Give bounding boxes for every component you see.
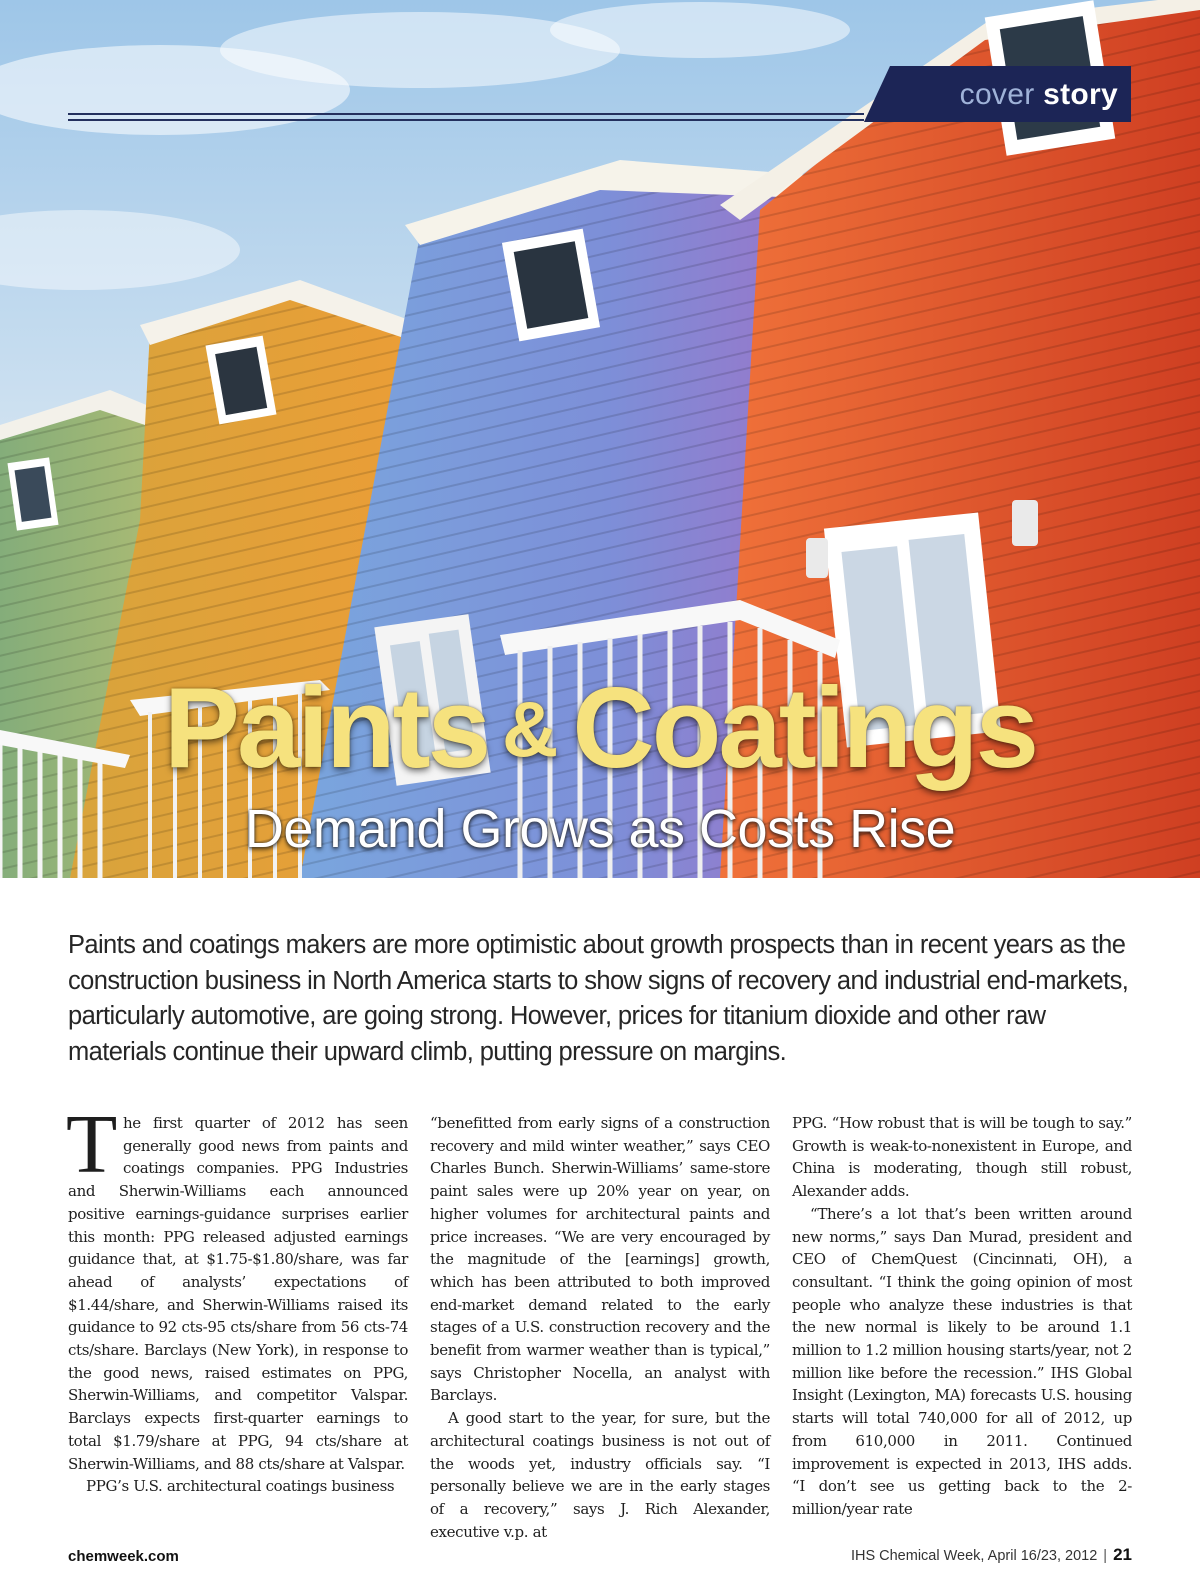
subheadline: Demand Grows as Costs Rise	[244, 799, 956, 859]
headline-word-2: Coatings	[572, 665, 1037, 792]
paragraph: A good start to the year, for sure, but the architectural coatings business is not out of the woods yet, industry officials say. “I personally believe we are in the early stages of a recovery,” says J. Rich Alexander, executive v.p. at	[430, 1409, 770, 1541]
paragraph: PPG. “How robust that is will be tough to say.” Growth is weak-to-nonexistent in Europe, and China is moderating, though still robust, Alexander adds.	[792, 1114, 1132, 1201]
article-column-2	[430, 1112, 770, 1541]
article-deck: Paints and coatings makers are more optimistic about growth prospects than in recent years as the construction business in North America starts to show signs of recovery and industrial end-markets, particularly automotive, are going strong. However, prices for titanium dioxide and other raw materials continue their upward climb, putting pressure on margins.	[68, 931, 1129, 1066]
article-column-1	[66, 1098, 408, 1502]
footer-publication-name: IHS Chemical Week, April 16/23, 2012	[850, 1548, 1098, 1564]
paragraph: PPG’s U.S. architectural coatings business	[86, 1477, 395, 1496]
footer-separator: |	[1103, 1548, 1108, 1564]
headline-ampersand: &	[502, 685, 559, 774]
drop-cap: T	[66, 1098, 117, 1191]
paragraph: “There’s a lot that’s been written around new norms,” says Dan Murad, president and CEO of ChemQuest (Cincinnati, OH), a consultant. “I think the going opinion of most people who analyze these industries is that the new normal is likely to be around 1.1 million to 1.2 million housing starts/year, not 2 million like before the recession.” IHS Global Insight (Lexington, MA) forecasts U.S. housing starts will total 740,000 for all of 2012, up from 610,000 in 2011. Continued improvement is expected in 2013, IHS adds. “I don’t see us getting back to the 2-million/year rate	[792, 1204, 1132, 1518]
page-number: 21	[1113, 1545, 1132, 1564]
paragraph: “benefitted from early signs of a construction recovery and mild winter weather,” says CEO Charles Bunch. Sherwin-Williams’ same-store paint sales were up 20% year on year, on higher volumes for architectural paints and price increases. “We are very encouraged by the magnitude of the [earnings] growth, which has been attributed to both improved end-market demand related to the early stages of a U.S. construction recovery and the benefit from warmer weather than is typical,” says Christopher Nocella, an analyst with Barclays.	[430, 1114, 770, 1405]
paragraph-text: he first quarter of 2012 has seen generally good news from paints and coatings companies. PPG Industries and Sherwin-Williams each announced positive earnings-guidance surprises earlier this month: PPG released adjusted earnings guidance that, at $1.75-$1.80/share, was far ahead of analysts’ expectations of $1.44/share, and Sherwin-Williams raised its guidance to 92 cts-95 cts/share from 56 cts-74 cts/share. Barclays (New York), in response to the good news, raised estimates on PPG, Sherwin-Williams, and competitor Valspar. Barclays expects first-quarter earnings to total $1.79/share at PPG, 94 cts/share at Sherwin-Williams, and 88 cts/share at Valspar.	[68, 1114, 408, 1473]
header-rule	[68, 113, 864, 115]
section-label-bold: story	[1043, 78, 1118, 111]
footer-site-link[interactable]: chemweek.com	[68, 1548, 179, 1565]
article-column-3	[792, 1112, 1132, 1518]
section-label-light: cover	[959, 78, 1035, 111]
footer-publication	[851, 1545, 1132, 1565]
headline	[0, 665, 1200, 792]
headline-word-1: Paints	[163, 665, 489, 792]
header-rule	[68, 119, 864, 121]
section-label	[960, 78, 1118, 112]
paragraph	[66, 1098, 408, 1475]
